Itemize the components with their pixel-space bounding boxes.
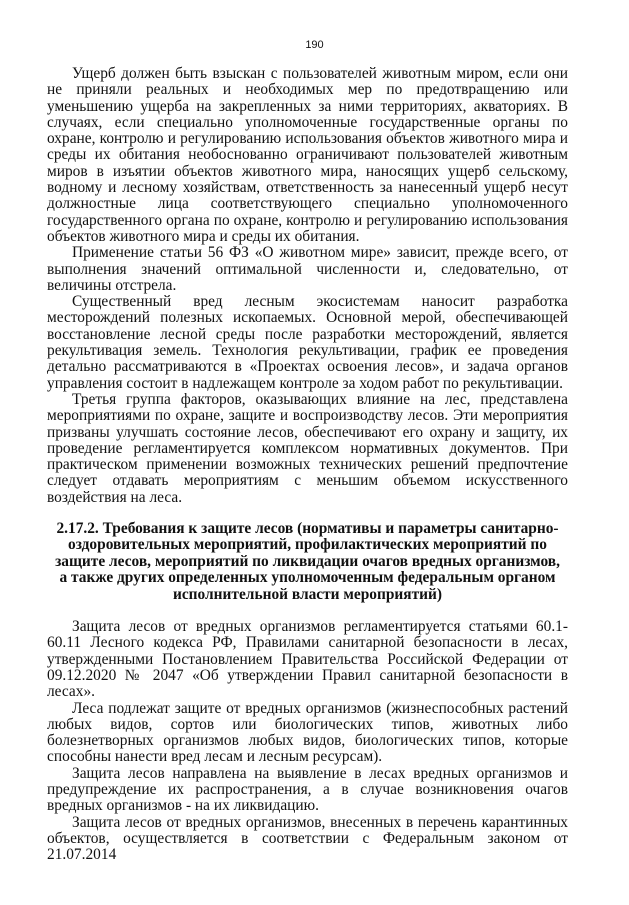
body-text	[47, 66, 568, 864]
page-number: 190	[305, 39, 324, 51]
paragraph-quarantine-objects: Защита лесов от вредных организмов, внесенных в перечень карантинных объектов, осуществляется в соответствии с Федеральным законом от 21.07.2014	[47, 813, 568, 864]
paragraph-third-group: Третья группа факторов, оказывающих влияние на лес, представлена мероприятиями по охране, защите и воспроизводству лесов. Эти мероприятия призваны улучшать состояние лесов, обеспечивают его охрану и защиту, их проведение регламентируется комплексом нормативных документов. При практическом применении возможных технических решений предпочтение следует отдавать мероприятиям с меньшим объемом искусственного воздействия на леса.	[47, 390, 568, 506]
paragraph-forest-protection-law: Защита лесов от вредных организмов регламентируется статьями 60.1-60.11 Лесного кодекса РФ, Правилами санитарной безопасности в лесах, утвержденными Постановлением Правительства Российской Федерации от 09.12.2020 № 2047 «Об утверждении Правил санитарной безопасности в лесах».	[47, 618, 568, 701]
paragraph-protection-aim: Защита лесов направлена на выявление в лесах вредных организмов и предупреждение их распространения, а в случае возникновения очагов вредных организмов - на их ликвидацию.	[47, 764, 568, 815]
paragraph-article-56: Применение статьи 56 ФЗ «О животном мире» зависит, прежде всего, от выполнения значений оптимальной численности и, следовательно, от величины отстрела.	[47, 244, 568, 294]
paragraph-damage-recovery: Ущерб должен быть взыскан с пользователей животным миром, если они не приняли реальных и необходимых мер по предотвращению или уменьшению ущерба на закрепленных за ними территориях, акваториях. В случаях, если специально уполномоченные государственные органы по охране, контролю и регулированию использования объектов животного мира и среды их обитания необоснованно ограничивают пользователей животным миров в изъятии объектов животного мира, наносящих ущерб сельскому, водному и лесному хозяйствам, ответственность за нанесенный ущерб несут должностные лица соответствующего специально уполномоченного государственного органа по охране, контролю и регулированию использования объектов животного мира и среды их обитания.	[47, 65, 568, 245]
paragraph-harmful-organisms: Леса подлежат защите от вредных организмов (жизнеспособных растений любых видов, сортов или биологических типов, животных либо болезнетворных организмов любых видов, биологических типов, которые способны нанести вред лесам и лесным ресурсам).	[47, 699, 568, 766]
section-heading: 2.17.2. Требования к защите лесов (нормативы и параметры санитарно-оздоровительных мероприятий, профилактических мероприятий по защите лесов, мероприятий по ликвидации очагов вредных организмов, а также других определенных уполномоченным федеральным органом исполнительной власти мероприятий)	[55, 520, 560, 603]
paragraph-reclamation: Существенный вред лесным экосистемам наносит разработка месторождений полезных ископаемых. Основной мерой, обеспечивающей восстановление лесной среды после разработки месторождений, является рекультивация земель. Технология рекультивации, график ее проведения детально рассматриваются в «Проектах освоения лесов», и задача органов управления состоит в надлежащем контроле за ходом работ по рекультивации.	[47, 293, 568, 392]
